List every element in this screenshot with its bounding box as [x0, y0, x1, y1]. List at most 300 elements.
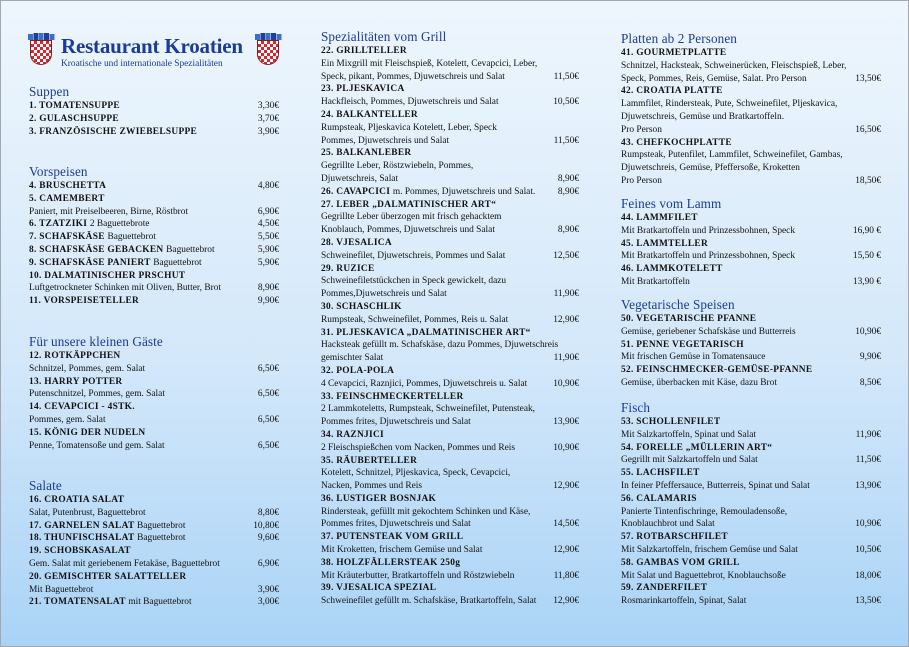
dish-price: 11,50€: [553, 135, 579, 146]
menu-item: [29, 596, 279, 609]
dish-price: 10,90€: [855, 326, 881, 337]
restaurant-logo: [27, 33, 287, 81]
dish-description: Rumpsteak, Schweinefilet, Pommes, Reis u. Salat 12,90€: [321, 314, 579, 325]
dish-price: 5,50€: [257, 232, 279, 243]
menu-section: [29, 478, 279, 609]
dish-name-line: [29, 494, 279, 507]
dish-name: 41. GOURMETPLATTE: [621, 48, 727, 58]
dish-name: 39. VJESALICA SPEZIAL: [321, 583, 437, 594]
menu-item: [321, 493, 579, 531]
menu-item: [29, 520, 279, 533]
dish-description: Mit Bratkartoffeln und Prinzessbohnen, Speck 16,90 €: [621, 225, 881, 236]
dish-name: 2. GULASCHSUPPE: [29, 113, 119, 124]
dish-name: 38. HOLZFÄLLERSTEAK 250g: [321, 557, 461, 568]
dish-name: 59. ZANDERFILET: [621, 583, 708, 594]
menu-item: [29, 218, 279, 231]
dish-note: Baguettebrot: [153, 257, 202, 268]
dish-name: 1. TOMATENSUPPE: [29, 101, 120, 111]
dish-description: Lammfilet, Rindersteak, Pute, Schweinefilet, Pljeskavica,: [621, 99, 838, 110]
menu-item: [29, 295, 279, 308]
dish-name: 22. GRILLTELLER: [321, 46, 407, 56]
menu-item: [29, 376, 279, 402]
dish-name-line: [321, 365, 579, 378]
dish-name-line: [29, 520, 279, 533]
menu-item: [621, 313, 881, 339]
dish-description: Hackfleisch, Pommes, Djuwetschreis und Salat 10,50€: [321, 97, 579, 108]
dish-price: 8,90€: [557, 225, 579, 236]
dish-name-line: [29, 571, 279, 584]
dish-price: 3,30€: [257, 101, 279, 111]
dish-name: 3. FRANZÖSISCHE ZWIEBELSUPPE: [29, 126, 198, 137]
dish-price: 12,50€: [553, 250, 579, 261]
menu-item: [621, 582, 881, 608]
menu-item: [621, 137, 881, 188]
dish-name: 21. TOMATENSALAT: [29, 597, 126, 608]
dish-name-line: [321, 531, 579, 544]
dish-description: Gemüse, überbacken mit Käse, dazu Brot 8,50€: [621, 377, 881, 388]
dish-description: Hacksteak gefüllt m. Schafskäse, dazu Pommes, Djuwetschreis: [321, 340, 559, 351]
dish-price: 5,90€: [257, 244, 279, 255]
section-title: Vorspeisen: [29, 164, 88, 179]
dish-name: 53. SCHOLLENFILET: [621, 417, 721, 427]
dish-price: 3,90€: [257, 126, 279, 137]
dish-name: 44. LAMMFILET: [621, 213, 698, 223]
menu-item: [321, 327, 579, 365]
dish-price: 11,50€: [553, 71, 579, 82]
dish-name-line: [321, 83, 579, 96]
croatian-shield-icon: [254, 33, 282, 67]
dish-name-line: [29, 244, 279, 257]
dish-name-line: [29, 295, 279, 308]
dish-note: Baguettebrot: [166, 244, 215, 255]
dish-description: Mit Salat und Baguettebrot, Knoblauchsoße 18,00€: [621, 570, 881, 581]
dish-description: Mit Kräuterbutter, Bratkartoffeln und Röstzwiebeln 11,80€: [321, 570, 579, 581]
dish-name: 33. FEINSCHMECKERTELLER: [321, 391, 464, 402]
menu-item: [29, 126, 279, 139]
menu-section: [29, 164, 279, 308]
dish-description: Gem. Salat mit geriebenem Fetakäse, Baguettebrot 6,90€: [29, 558, 279, 569]
dish-price: 6,90€: [257, 206, 279, 217]
dish-name-line: [29, 401, 279, 414]
dish-price: 12,90€: [553, 314, 579, 325]
dish-name-line: [321, 186, 579, 199]
dish-name: 14. CEVAPCICI - 4STK.: [29, 402, 135, 413]
dish-name-line: [29, 193, 279, 206]
dish-name-line: [321, 199, 579, 212]
menu-item: [621, 364, 881, 390]
dish-name-line: [621, 493, 881, 506]
dish-name-line: [321, 582, 579, 595]
menu-item: [621, 85, 881, 136]
dish-description: Schweinefilet gefüllt m. Schafskäse, Bratkartoffeln, Salat 12,90€: [321, 596, 579, 607]
dish-price: 16,50€: [855, 124, 881, 135]
dish-name: 29. RUZICE: [321, 263, 375, 274]
menu-item: [29, 180, 279, 193]
menu-item: [321, 147, 579, 185]
dish-name-line: [321, 493, 579, 506]
menu-item: [621, 467, 881, 493]
dish-description: Mit Bratkartoffeln und Prinzessbohnen, Speck 15,50 €: [621, 251, 881, 262]
dish-description: Mit Bratkartoffeln 13,90 €: [621, 276, 881, 287]
menu-item: [621, 557, 881, 583]
dish-description: Ein Mixgrill mit Fleischspieß, Kotelett, Cevapcici, Leber,: [321, 58, 538, 69]
menu-item: [29, 571, 279, 597]
dish-name: 12. ROTKÄPPCHEN: [29, 351, 121, 361]
menu-section: [621, 297, 881, 390]
dish-description: Penne, Tomatensoße und gem. Salat 6,50€: [29, 440, 279, 451]
dish-description: Djuwetschreis, Gemüse und Bratkartoffeln.: [621, 111, 785, 122]
menu-section: [621, 400, 881, 608]
menu-item: [29, 401, 279, 427]
dish-name: 57. ROTBARSCHFILET: [621, 532, 728, 543]
menu-section: [29, 334, 279, 452]
dish-note: mit Baguettebrot: [128, 597, 192, 608]
dish-price: 8,90€: [557, 173, 579, 184]
dish-description: Gemüse, geriebener Schafskäse und Butterreis 10,90€: [621, 326, 881, 337]
dish-name: 42. CROATIA PLATTE: [621, 86, 723, 97]
menu-item: [29, 494, 279, 520]
dish-price: 4,80€: [257, 181, 279, 191]
dish-name-line: [29, 596, 279, 609]
dish-description: Rumpsteak, Putenfilet, Lammfilet, Schweinefilet, Gambas,: [621, 150, 843, 161]
dish-name: 19. SCHOBSKASALAT: [29, 546, 131, 557]
dish-price: 8,90€: [257, 283, 279, 294]
dish-name: 37. PUTENSTEAK VOM GRILL: [321, 532, 464, 543]
dish-name-line: [321, 109, 579, 122]
dish-description: Gegrillte Leber, Röstzwiebeln, Pommes,: [321, 161, 474, 172]
menu-item: [29, 244, 279, 257]
menu-item: [621, 47, 881, 85]
section-title: Für unsere kleinen Gäste: [29, 334, 163, 349]
dish-description: Speck, pikant, Pommes, Djuwetschreis und Salat 11,50€: [321, 71, 579, 82]
dish-name: 45. LAMMTELLER: [621, 238, 709, 249]
dish-name-line: [621, 467, 881, 480]
dish-price: 9,90€: [257, 296, 279, 307]
dish-price: 6,50€: [257, 363, 279, 374]
dish-name-line: [29, 545, 279, 558]
dish-name-line: [321, 391, 579, 404]
dish-name: 23. PLJESKAVICA: [321, 84, 405, 95]
dish-name: 31. PLJESKAVICA „DALMATINISCHER ART“: [321, 327, 531, 338]
dish-name: 7. SCHAFSKÄSE: [29, 232, 105, 243]
dish-price: 10,80€: [253, 520, 279, 531]
dish-description: Djuwetschreis, Gemüse, Pfeffersoße, Kroketten: [621, 163, 800, 174]
dish-name: 32. POLA-POLA: [321, 365, 395, 376]
menu-item: [621, 339, 881, 365]
dish-description: Kotelett, Schnitzel, Pljeskavica, Speck, Cevapcici,: [321, 468, 511, 479]
dish-price: 11,90€: [553, 353, 579, 364]
restaurant-tagline: Kroatische und internationale Spezialitäten: [61, 59, 223, 69]
dish-name-line: [29, 270, 279, 283]
dish-price: 8,50€: [859, 377, 881, 388]
menu-item: [29, 193, 279, 219]
dish-price: 13,50€: [855, 596, 881, 607]
menu-item: [321, 109, 579, 147]
dish-description: Mit Salzkartoffeln, frischem Gemüse und Salat 10,50€: [621, 544, 881, 555]
dish-price: 13,50€: [855, 73, 881, 84]
dish-name: 52. FEINSCHMECKER-GEMÜSE-PFANNE: [621, 365, 813, 376]
dish-note: Baguettebrot: [137, 520, 186, 531]
dish-name: 55. LACHSFILET: [621, 468, 700, 479]
dish-price: 18,00€: [855, 570, 881, 581]
menu-item: [321, 557, 579, 583]
dish-name-line: [621, 531, 881, 544]
dish-name: 27. LEBER „DALMATINISCHER ART“: [321, 199, 497, 210]
dish-price: 10,90€: [855, 519, 881, 530]
dish-name-line: [621, 137, 881, 150]
menu-item: [321, 531, 579, 557]
menu-item: [321, 391, 579, 429]
dish-name-line: [29, 376, 279, 389]
dish-description: Rosmarinkartoffeln, Spinat, Salat 13,50€: [621, 596, 881, 607]
dish-name-line: [29, 231, 279, 244]
section-title: Salate: [29, 478, 62, 493]
menu-item: [321, 455, 579, 493]
dish-price: 12,90€: [553, 545, 579, 556]
dish-description: 4 Cevapcici, Raznjici, Pommes, Djuwetschreis u. Salat 10,90€: [321, 378, 579, 389]
dish-name-line: [321, 557, 579, 570]
dish-name: 16. CROATIA SALAT: [29, 495, 125, 505]
dish-name: 10. DALMATINISCHER PRSCHUT: [29, 270, 186, 281]
menu-item: [29, 532, 279, 545]
dish-description: Salat, Putenbrust, Baguettebrot 8,80€: [29, 507, 279, 518]
dish-name-line: [29, 427, 279, 440]
dish-price: 13,90€: [553, 417, 579, 428]
dish-name: 43. CHEFKOCHPLATTE: [621, 137, 732, 148]
dish-name-line: [321, 301, 579, 314]
dish-description: Speck, Pommes, Reis, Gemüse, Salat. Pro Person 13,50€: [621, 73, 881, 84]
dish-price: 9,90€: [859, 352, 881, 363]
dish-name: 15. KÖNIG DER NUDELN: [29, 427, 146, 438]
dish-name-line: [621, 442, 881, 455]
menu-section: [621, 196, 881, 289]
menu-item: [321, 429, 579, 455]
dish-description: Pommes,Djuwetschreis und Salat 11,90€: [321, 289, 579, 300]
dish-price: 11,80€: [553, 570, 579, 581]
dish-name-line: [621, 364, 881, 377]
dish-description: Pommes frites, Djuwetschreis und Salat 14,50€: [321, 519, 579, 530]
dish-description: Putenschnitzel, Pommes, gem. Salat 6,50€: [29, 389, 279, 400]
menu-item: [29, 231, 279, 244]
menu-item: [621, 238, 881, 264]
dish-name-line: [621, 263, 881, 276]
dish-price: 3,00€: [257, 597, 279, 608]
dish-description: 2 Fleischspießchen vom Nacken, Pommes und Reis 10,90€: [321, 442, 579, 453]
dish-description: gemischter Salat 11,90€: [321, 353, 579, 364]
menu-item: [321, 237, 579, 263]
menu-item: [29, 257, 279, 270]
dish-name: 6. TZATZIKI: [29, 219, 88, 230]
dish-description: Mit frischen Gemüse in Tomatensauce 9,90€: [621, 352, 881, 363]
dish-name: 25. BALKANLEBER: [321, 148, 412, 159]
dish-price: 10,90€: [553, 378, 579, 389]
dish-description: Djuwetschreis, Salat 8,90€: [321, 173, 579, 184]
dish-name-line: [321, 327, 579, 340]
dish-note: 2 Baguettebrote: [89, 219, 150, 230]
dish-name-line: [621, 582, 881, 595]
menu-item: [29, 427, 279, 453]
dish-name: 56. CALAMARIS: [621, 493, 697, 504]
section-title: Vegetarische Speisen: [621, 297, 735, 312]
dish-description: Pommes, gem. Salat 6,50€: [29, 414, 279, 425]
menu-item: [29, 350, 279, 376]
dish-price: 14,50€: [553, 519, 579, 530]
dish-price: 8,90€: [557, 186, 579, 197]
dish-price: 9,60€: [257, 533, 279, 544]
dish-name-line: [321, 45, 579, 58]
dish-price: 8,80€: [257, 507, 279, 518]
dish-price: 6,50€: [257, 389, 279, 400]
dish-description: Mit Salzkartoffeln, Spinat und Salat 11,90€: [621, 429, 881, 440]
dish-name-line: [29, 100, 279, 113]
dish-description: Gegrillte Leber überzogen mit frisch gehacktem: [321, 212, 502, 223]
dish-name: 34. RAZNJICI: [321, 429, 384, 440]
dish-name-line: [321, 147, 579, 160]
dish-name: 24. BALKANTELLER: [321, 109, 419, 120]
dish-description: Schnitzel, Hacksteak, Schweinerücken, Fleischspieß, Leber,: [621, 60, 847, 71]
dish-name: 35. RÄUBERTELLER: [321, 455, 418, 466]
restaurant-name: Restaurant Kroatien: [61, 34, 243, 58]
dish-price: 11,90€: [553, 289, 579, 300]
menu-item: [621, 212, 881, 238]
dish-description: Pro Person 16,50€: [621, 124, 881, 135]
menu-section: [321, 29, 579, 608]
dish-price: 18,50€: [855, 175, 881, 186]
dish-price: 11,50€: [855, 455, 881, 466]
dish-description: Pro Person 18,50€: [621, 175, 881, 186]
dish-name: 50. VEGETARISCHE PFANNE: [621, 314, 757, 324]
dish-name-line: [29, 350, 279, 363]
dish-name: 54. FORELLE „MÜLLERIN ART“: [621, 442, 773, 453]
dish-price: 4,50€: [257, 219, 279, 230]
dish-description: Knoblauchbrot und Salat 10,90€: [621, 519, 881, 530]
dish-name: 17. GARNELEN SALAT: [29, 520, 135, 531]
menu-item: [321, 582, 579, 608]
dish-note: Baguettebrot: [137, 533, 186, 544]
menu-item: [621, 442, 881, 468]
dish-name: 51. PENNE VEGETARISCH: [621, 339, 744, 350]
dish-name-line: [621, 557, 881, 570]
dish-name: 5. CAMEMBERT: [29, 193, 105, 204]
menu-item: [29, 270, 279, 296]
section-title: Fisch: [621, 400, 651, 415]
dish-description: Panierte Tintenfischringe, Remouladensoße,: [621, 506, 788, 517]
menu-item: [29, 113, 279, 126]
dish-description: Pommes, Djuwetschreis und Salat 11,50€: [321, 135, 579, 146]
dish-description: Paniert, mit Preiselbeeren, Birne, Röstbrot 6,90€: [29, 206, 279, 217]
menu-item: [621, 531, 881, 557]
dish-name-line: [621, 47, 881, 60]
menu-item: [621, 263, 881, 289]
dish-name-line: [321, 263, 579, 276]
menu-item: [321, 83, 579, 109]
menu-item: [321, 365, 579, 391]
dish-price: 13,90 €: [852, 276, 881, 287]
dish-description: Schnitzel, Pommes, gem. Salat 6,50€: [29, 363, 279, 374]
dish-description: Schweinefiletstückchen in Speck gewickelt, dazu: [321, 276, 507, 287]
dish-description: 2 Lammkoteletts, Rumpsteak, Schweinefilet, Putensteak,: [321, 404, 536, 415]
dish-description: Mit Kroketten, frischem Gemüse und Salat 12,90€: [321, 545, 579, 556]
menu-section: [621, 31, 881, 188]
dish-name-line: [29, 218, 279, 231]
dish-name: 30. SCHASCHLIK: [321, 301, 402, 312]
dish-name-line: [321, 455, 579, 468]
menu-item: [29, 545, 279, 571]
dish-name: 4. BRUSCHETTA: [29, 181, 107, 191]
dish-name-line: [29, 113, 279, 126]
croatian-shield-icon: [27, 33, 55, 67]
dish-name-line: [29, 180, 279, 193]
dish-price: 13,90€: [855, 480, 881, 491]
dish-description: Mit Baguettebrot 3,90€: [29, 584, 279, 595]
dish-name-line: [621, 212, 881, 225]
dish-name-line: [621, 85, 881, 98]
dish-name-line: [621, 238, 881, 251]
section-title: Spezialitäten vom Grill: [321, 29, 447, 44]
dish-name: 26. CAVAPCICI: [321, 186, 391, 197]
dish-name-line: [29, 257, 279, 270]
dish-price: 16,90 €: [852, 225, 881, 236]
dish-note: m. Pommes, Djuwetschreis und Salat.: [392, 186, 536, 197]
dish-name-line: [621, 416, 881, 429]
dish-name: 46. LAMMKOTELETT: [621, 264, 723, 275]
dish-name: 58. GAMBAS VOM GRILL: [621, 557, 740, 568]
dish-description: Gegrillt mit Salzkartoffeln und Salat 11,50€: [621, 455, 881, 466]
dish-price: 10,50€: [855, 544, 881, 555]
dish-price: 10,90€: [553, 442, 579, 453]
dish-description: Nacken, Pommes und Reis 12,90€: [321, 481, 579, 492]
menu-item: [321, 263, 579, 301]
dish-description: Rumpsteak, Pljeskavica Kotelett, Leber, Speck: [321, 122, 497, 133]
dish-name-line: [29, 126, 279, 139]
dish-note: Baguettebrot: [107, 232, 156, 243]
dish-name: 13. HARRY POTTER: [29, 376, 123, 387]
dish-price: 10,50€: [553, 97, 579, 108]
dish-name: 9. SCHAFSKÄSE PANIERT: [29, 257, 151, 268]
dish-name: 20. GEMISCHTER SALATTELLER: [29, 571, 187, 582]
dish-price: 11,90€: [855, 429, 881, 440]
dish-price: 6,90€: [257, 558, 279, 569]
dish-price: 6,50€: [257, 440, 279, 451]
dish-price: 12,90€: [553, 481, 579, 492]
dish-description: In feiner Pfeffersauce, Butterreis, Spinat und Salat 13,90€: [621, 480, 881, 491]
section-title: Feines vom Lamm: [621, 196, 722, 211]
dish-name-line: [321, 237, 579, 250]
dish-name-line: [29, 532, 279, 545]
menu-item: [321, 301, 579, 327]
menu-item: [621, 493, 881, 531]
menu-item: [321, 45, 579, 83]
dish-name-line: [621, 313, 881, 326]
dish-price: 6,50€: [257, 414, 279, 425]
menu-section: [29, 84, 279, 138]
dish-name: 11. VORSPEISETELLER: [29, 296, 140, 307]
dish-price: 3,90€: [257, 584, 279, 595]
menu-item: [321, 199, 579, 237]
dish-price: 3,70€: [257, 113, 279, 124]
dish-price: 5,90€: [257, 257, 279, 268]
dish-name: 18. THUNFISCHSALAT: [29, 533, 135, 544]
dish-name: 36. LUSTIGER BOSNJAK: [321, 493, 437, 504]
section-title: Suppen: [29, 84, 70, 99]
dish-description: Luftgetrockneter Schinken mit Oliven, Butter, Brot 8,90€: [29, 283, 279, 294]
dish-name-line: [321, 429, 579, 442]
dish-name: 8. SCHAFSKÄSE GEBACKEN: [29, 244, 164, 255]
dish-name: 28. VJESALICA: [321, 237, 392, 248]
dish-price: 15,50 €: [852, 251, 881, 262]
dish-price: 12,90€: [553, 596, 579, 607]
dish-description: Pommes frites, Djuwetschreis und Salat 13,90€: [321, 417, 579, 428]
